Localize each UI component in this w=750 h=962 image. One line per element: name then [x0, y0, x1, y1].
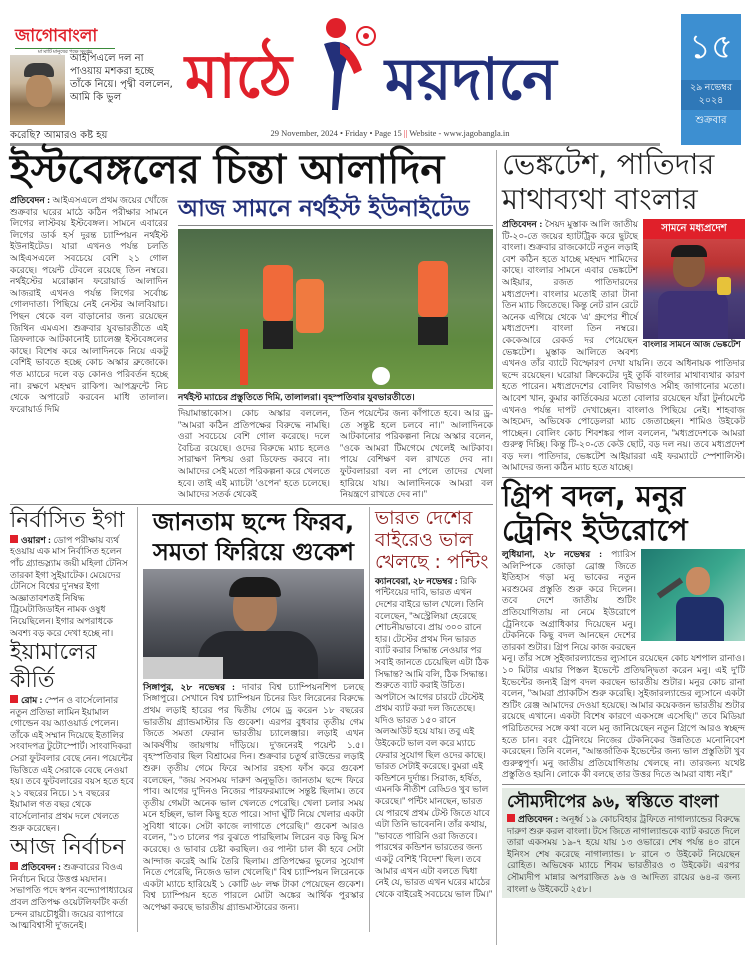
footballer-logo-icon — [310, 14, 380, 114]
manu-photo — [641, 549, 745, 641]
ponting-headline[interactable]: ভারত দেশের বাইরেও ভাল খেলছে : পন্টিং — [375, 506, 489, 573]
ponting-column — [370, 507, 493, 932]
publisher-logo: জাগোবাংলা মা মাটি মানুষের পক্ষে সংবাদ — [15, 26, 115, 57]
column-divider — [496, 150, 497, 945]
main-area — [10, 147, 493, 932]
issue-box — [681, 14, 741, 145]
bengal-text: সামনে মধ্যপ্রদেশ বাংলার সামনে আজ ভেঙ্কটেশ প্রতিবেদন : সৈয়দ মুস্তাক আলি জাতীয় টি-২০-তে জয়ের হ্যাটট্রিক করে ছুটছে বাংলা। শুক্রবার রাজকোটে নতুন লড়াই বেশ কঠিন হতে যাচ্ছে মহম্মদ শামিদের কাছে। বাংলার সামনে এবার ভেঙ্কটেশ আইয়ার, রজত পাতিদারদের মধ্যপ্রদেশ। বাংলার মতোই তারা টানা তিন ম্যাচ জিতেছে। কিন্তু নেট রান রেটে অনেক এগিয়ে থেকে 'এ' গ্রুপের শীর্ষে মধ্যপ্রদেশ। বাংলা তিন নম্বরে। কেকেআরে রেকর্ড দর পেয়েছেন ভেঙ্কটেশ। মুস্তাক আলিতে অবশ্য এখনও তাঁর ব্যাটে বিস্ফোরণ দেখা যায়নি। তবে অধিনায়ক পাতিদার ছন্দে রয়েছেন। ঘরোয়া ক্রিকেটের দুই তুর্কি বাংলার মাথাব্যথার কারণ হতে পারেন। মধ্যপ্রদেশের বোলিং বিভাগও সমীহ জাগানোর মতো। আবেশ খান, কুমার কার্তিকেয়র মতো বোলার রয়েছেন যাঁরা টুর্নামেন্টে এখনও পর্যন্ত দাপট দেখাচ্ছেন। বাংলাও পিছিয়ে নেই। শাহবাজ আহমেদ, অভিষেক পোড়েলরা ম্যাচ জেতাচ্ছেন। শামিও উইকেট পাচ্ছেন। বোলিং কোচ শিবশঙ্কর পাল বললেন, ''মধ্যপ্রদেশকে আমরা গুরুত্ব দিচ্ছি। কিন্তু টি-২০-তে কেউ ছোট, বড় দল নয়। তবে মধ্যপ্রদেশ বড় দল। পাতিদার, ভেঙ্কটেশ আইয়াররা এই ফরম্যাটে স্পেশালিস্ট। আমাদের জন্য কঠিন ম্যাচ হতে যাচ্ছে। — [502, 219, 745, 473]
gukesh-photo — [143, 569, 364, 679]
prithvi-photo — [10, 55, 65, 125]
header-rule — [10, 143, 660, 146]
teaser-text[interactable]: আইপিএলে দল না পাওয়ায় মশকরা হচ্ছে তাঁকে নিয়ে। পৃথ্বী বললেন, আমি কি ভুল — [70, 53, 173, 103]
bengal-headline[interactable]: ভেঙ্কটেশ, পাতিদার মাথাব্যথা বাংলার — [502, 147, 715, 216]
lead-col3: তিন পয়েন্টের জন্য কাঁপাতে হবে। আর ড্র-তে সন্তুষ্ট হলে চলবে না।'' আলাদিনকে আটকানোর পরিকল্পনা নিয়ে অস্কার বলেন, ''ওকে আমরা টিমগেমে খেলেই আটকাব। পায়ে বেশিক্ষণ বল রাখতে দেব না। ফুটবলাররা বল না পেলে তাদের খেলা হারিয়ে যায়। আলাদিনকে আমরা বল নিয়ন্ত্রণে রাখতে দেব না।'' — [340, 408, 493, 500]
dateline-bar: 29 November, 2024 • Friday • Page 15 || Website - www.jagobangla.in — [270, 128, 510, 138]
brief-headline[interactable]: নির্বাসিত ইগা — [10, 507, 125, 533]
lower-grid — [10, 507, 493, 932]
issue-date: ২৯ নভেম্বর ২০২৪ — [681, 80, 741, 110]
bullet-icon — [10, 862, 18, 870]
lead-col2: দিয়ামান্তাকোস। কোচ অস্কার বললেন, ''আমরা কঠিন প্রতিপক্ষের বিরুদ্ধে নামছি। ওরা সবচেয়ে বেশি গোল করেছে। দলে বৈচিত্র রয়েছে। ওদের বিরুদ্ধে ম্যাচ হলেও সারাক্ষণ নিশ্চয় ওরা ডিফেন্ড করবে না। আমাদের সেই মতো পরিকল্পনা করে খেলতে হবে। তাই এই ম্যাচটা 'ওপেন' হতে চলেছে। আমাদের সতর্ক থেকেই — [178, 408, 330, 500]
lead-photo-caption: নর্থইস্ট ম্যাচের প্রস্তুতিতে দিমি, তালালরা। বৃহস্পতিবার যুবভারতীতে। — [178, 392, 415, 402]
bullet-icon — [507, 814, 515, 822]
bullet-icon — [10, 535, 18, 543]
lead-photo — [178, 229, 493, 389]
manu-text: লুধিয়ানা, ২৮ নভেম্বর : প্যারিস অলিম্পিকে জোড়া ব্রোঞ্জ জিতে ইতিহাস গড়া মনু ভাকের নতুন মরশুমের প্রস্তুতি শুরু করে দিলেন। তবে দেশে জাতীয় শুটিং প্রতিযোগিতায় না নেমে ইউরোপে ট্রেনিংকে অগ্রাধিকার দিয়েছেন মনু। টেকনিকে কিছু বদল আনছেন দেশের তারকা শুটার। গ্রিপ নিয়ে কাজ করছেন মনু। তাঁর সঙ্গে সুইজারল্যান্ডের ল্যুসানে রয়েছেন কোচ যশপাল রানাও। ১০ মিটার এয়ার পিস্তল ইভেন্টে প্রতিদ্বন্দ্বিতা করেন মনু। এই দু'টি ইভেন্টের জন্যই গ্রিপ বদল করছেন ভারতীয় শুটার। মনুর কোচ রানা বলেন, ''আমরা প্র্যাকটিস শুরু করেছি। সুইজারল্যান্ডের ল্যুসানে একটা শুটিং রেঞ্জ আমাদের দেওয়া হয়েছে। আমার কয়েকজন ভারতীয় শুটার রয়েছে এখানে। একটা বিশেষ কারণে একসঙ্গে এসেছি।'' তবে মিডিয়া পরিচিতদের সঙ্গে কথা বলে মনু জানিয়েছেন নতুন গ্রিপে আরও স্বচ্ছন্দ হতে চান। বরং ট্রেনিংয়ে নিজের টেকনিকের উন্নতিতে মনোনিবেশ করেছেন। তিনি বলেন, ''আন্তর্জাতিক ইভেন্টের জন্য ভাল প্রস্তুতিটা খুব গুরুত্বপূর্ণ। মনু জাতীয় প্রতিযোগিতায় খেলছে না। তারজন্য যথেষ্ট প্রস্তুতিও হয়নি। লোকে কী বলছে তার উত্তর দিতে আমরা বাধ্য নই।'' — [502, 549, 745, 780]
brief-headline[interactable]: আজ নির্বাচন — [10, 835, 126, 861]
website-link[interactable]: Website - www.jagobangla.in — [409, 128, 510, 138]
subhead-rule — [178, 225, 493, 226]
venkatesh-figure — [643, 219, 745, 350]
masthead: মাঠে ময়দানে — [185, 14, 595, 124]
ponting-text: ক্যানবেরা, ২৮ নভেম্বর : রিকি পন্টিংয়ের দাবি, ভারত এখন দেশের বাইরে ভাল খেলে। তিনি বলেছেন, ''অস্ট্রেলিয়া হেরেছে শোচনীয়ভাবে। প্রায় ৩০০ রানে হার। টেস্টের প্রথম দিন ভারত ব্যাট করার সিদ্ধান্ত নেওয়ার পর সবাই জানতে চেয়েছিল এটা ঠিক সিদ্ধান্ত? আমি বলি, ঠিক সিদ্ধান্ত। শুরুতে ব্যাট করাই উচিত। অপটাসে আগের চারটে টেস্টেই প্রথম ব্যাট করা দল জিতেছে। যদিও ভারত ১৫০ রানে অলআউট হয়ে যায়। তবু এই উইকেটে ভাল বল করে ম্যাচে ফেরার সুযোগ ছিল ওদের কাছে। ভারত সেটাই করেছে। বুমরা এই কন্ডিশনে দুর্দান্ত। সিরাজ, হর্ষিত, এমনকি নীতীশ রেড্ডিও খুব ভাল করেছে।'' পন্টিং মানছেন, ভারত যে পারথে প্রথম টেস্ট জিতে যাবে এটা তিনি ভাবেননি। তাঁর কথায়, ''ভাবতে পারিনি ওরা জিতবে। পারথের কন্ডিশন ভারতের জন্য একটু বেশিই 'বিদেশ' ছিল। তবে আমার এখন এটা বলতে দ্বিধা নেই যে, ভারত এখন ঘরের মাঠের থেকে বাইরেই সবচেয়ে ভাল টিম।'' — [375, 575, 493, 899]
page-number: ১৫ — [688, 27, 734, 67]
lead-grid — [10, 195, 493, 501]
venkatesh-photo — [643, 239, 745, 339]
venkatesh-photo-label: সামনে মধ্যপ্রদেশ — [643, 219, 745, 239]
teaser-text-end[interactable]: করেছি? আমারও কষ্ট হয় — [10, 130, 108, 141]
venkatesh-caption: বাংলার সামনে আজ ভেঙ্কটেশ — [643, 339, 741, 349]
brief-headline[interactable]: ইয়ামালের কীর্তি — [10, 640, 97, 694]
briefs-column: নির্বাসিত ইগা ওয়ারশ : ডোপ পরীক্ষায় ব্যর্থ হওয়ায় এক মাস নির্বাসিত হলেন পাঁচ গ্র্যান্ডস্ল্যাম জয়ী মহিলা টেনিস তারকা ইগা সুইয়াটেক। মেয়েদের টেনিসে বিশ্বের দু'নম্বর ইগা অজ্ঞাতাবশতই নিষিদ্ধ ট্রিমেটাজিডাইন নামক ওষুধ নিয়েছিলেন। ইগার অপরাধকে অবশ্য বড় করে দেখা হচ্ছে না। ইয়ামালের কীর্তি রোম : স্পেন ও বার্সেলোনার নতুন প্রতিভা লামিন ইয়ামাল গোল্ডেন বয় অ্যাওয়ার্ড পেলেন। তাঁকে এই সম্মান দিয়েছে ইতালির সংবাদপত্র টুটোস্পোর্ট। সাংবাদিকরা সেরা ফুটবলার বেছে নেন। পয়েন্টের ভিত্তিতে এই সেরাকে বেছে নেওয়া হয়। তবে ফুটবলারের বয়স হতে হবে ২১ বছরের নিচে। ১৭ বছরের ইয়ামাল গত বছর থেকে বার্সেলোনার প্রথম দলে খেলতে শুরু করেছেন। আজ নির্বাচন প্রতিবেদন : শুক্রবারের বিওএ নির্বাচন ঘিরে উত্তপ্ত ময়দান। সভাপতি পদে স্বপন বন্দ্যোপাধ্যায়ের প্রবল প্রতিপক্ষ ওয়েটলিফটিং কর্তা চন্দন রায়চৌধুরী। জয়ের ব্যাপারে আত্মবিশ্বাসী দু'জনেই। — [10, 507, 138, 932]
cooch-behar-box: সৌম্যদীপের ৯৬, স্বস্তিতে বাংলা প্রতিবেদন : অনূর্ধ্ব ১৯ কোচবিহার ট্রফিতে নাগাল্যান্ডের বিরুদ্ধে দারুণ শুরু করল বাংলা। টসে জিতে নাগাল্যান্ডকে ব্যাট করতে দিলে তারা একসময় ১৯-৭ হয়ে যায় ১৩ ওভারে। শেষ পর্যন্ত ৪০ রানে ইনিংস শেষ করেছে নাগাল্যান্ড। ৮ রানে ৩ উইকেট নিয়েছেন রোহিত। অভিষেক ম্যাচে শিবম ভারতীরও ৩ উইকেট। এরপর সৌম্যদীপ মান্নার অপরাজিত ৯৬ ও আদিত্য রায়ের ৬৪-র জন্য বাংলা ৬ উইকেটে ২৫৮। — [502, 788, 745, 898]
lead-headline[interactable]: ইস্টবেঙ্গলের চিন্তা আলাদিন — [10, 147, 445, 193]
lead-bottom-rule — [10, 504, 493, 505]
issue-day: শুক্রবার — [695, 115, 727, 126]
gukesh-text: সিঙ্গাপুর, ২৮ নভেম্বর : দাবার বিশ্ব চ্যাম্পিয়নশিপ চলছে সিঙ্গাপুরে। সেখানে বিশ্ব চ্যাম্পিয়ন চিনের ডিং লিরেনের বিরুদ্ধে প্রথম লড়াই হারের পর দ্বিতীয় গেমে ড্র করেন ১৮ বছরের ভারতীয় গ্র্যান্ডমাস্টার ডি গুকেশ। এরপর বুধবার তৃতীয় গেম জিতে সমতা ফেরান ভারতীয় চ্যালেঞ্জার। লড়াই এখন আকর্ষণীয় জায়গায় দাঁড়িয়ে। দু'জনেরই পয়েন্ট ১.৫। বৃহস্পতিবার ছিল বিশ্রামের দিন। শুক্রবার চতুর্থ রাউন্ডের লড়াই শুরু। তৃতীয় গেমে ফিরে আসার রহস্য ফাঁস করে গুকেশ বলেছেন, ''জয় সবসময় দারুণ অনুভূতি। জানতাম ছন্দে ফিরে পাব। আগের দু'দিনও নিজের পারফরম্যান্সে সন্তুষ্ট ছিলাম। তবে তৃতীয় গেমটা অনেক ভাল খেলতে পেরেছি। খেলা চলার সময় মনে হচ্ছিল, ভাল কিছু হতে পারে। সাদা ঘুঁটি নিয়ে খেলার একটা সুবিধা থাকে। সেটা কাজে লাগাতে পেরেছি।'' গুকেশ আরও বলেন, ''১৩ চালের পর বুঝতে পারছিলাম লিরেন বড় কিছু মিস করেছে। ও ভাবার চেষ্টা করছিল। ওর পাল্টা চাল কী হবে সেটা আন্দাজ করেই আমি তৈরি ছিলাম। প্রতিপক্ষের ভুলের সুযোগ নিতে পেরেছি, নিজেও ভাল খেলেছি।'' বিশ্ব চ্যাম্পিয়ন লিরেনকে একটা ম্যাচে হারিয়েই ১ কোটি ৬৮ লক্ষ টাকা পেয়েছেন গুকেশ। বিশ্ব চ্যাম্পিয়ন হতে পারলে মোটা অঙ্কের আর্থিক পুরস্কার অপেক্ষা করছে ভারতীয় গ্র্যান্ডমাস্টারের জন্য। — [143, 681, 365, 913]
gukesh-column — [138, 507, 370, 932]
cooch-behar-headline[interactable]: সৌম্যদীপের ৯৬, স্বস্তিতে বাংলা — [507, 791, 719, 812]
bengal-text2: অধিনায়ক পাতিদার ছন্দে রয়েছেন। ঘরোয়া ক্রিকেটের দুই তুর্কি বাংলার মাথাব্যথার কারণ হতে পারেন। মধ্যপ্রদেশের বোলিং বিভাগও সমীহ জাগানোর মতো। আবেশ খান, কুমার কার্তিকেয়র মতো বোলার রয়েছেন যাঁরা টুর্নামেন্টে এখনও পর্যন্ত দাপট দেখাচ্ছেন। বাংলাও পিছিয়ে নেই। শাহবাজ আহমেদ, অভিষেক পোড়েলরা ম্যাচ জেতাচ্ছেন। শামিও উইকেট পাচ্ছেন। বোলিং কোচ শিবশঙ্কর পাল বললেন, ''মধ্যপ্রদেশকে আমরা গুরুত্ব দিচ্ছি। কিন্তু টি-২০-তে কেউ ছোট, বড় দল নয়। তবে মধ্যপ্রদেশ বড় দল। পাতিদার, ভেঙ্কটেশ আইয়াররা এই ফরম্যাটে স্পেশালিস্ট। আমাদের জন্য কঠিন ম্যাচ হতে যাচ্ছে। — [502, 358, 745, 473]
bengal-text1: সৈয়দ মুস্তাক আলি জাতীয় টি-২০-তে জয়ের হ্যাটট্রিক করে ছুটছে বাংলা। শুক্রবার রাজকোটে নতুন লড়াই বেশ কঠিন হতে যাচ্ছে মহম্মদ শামিদের কাছে। বাংলার সামনে এবার ভেঙ্কটেশ আইয়ার, রজত পাতিদারদের মধ্যপ্রদেশ। বাংলার মতোই তারা টানা তিন ম্যাচ জিতেছে। কিন্তু নেট রান রেটে অনেক এগিয়ে থেকে 'এ' গ্রুপের শীর্ষে মধ্যপ্রদেশ। বাংলা তিন নম্বরে। কেকেআরে রেকর্ড দর পেয়েছেন ভেঙ্কটেশ। মুস্তাক আলিতে অবশ্য এখনও তাঁর ব্যাটে বিস্ফোরণ দেখা যায়নি। তবে — [502, 219, 673, 369]
lead-subheadline: আজ সামনে নর্থইস্ট ইউনাইটেড — [178, 196, 470, 222]
lead-right — [178, 195, 493, 501]
manu-headline[interactable]: গ্রিপ বদল, মনুর ট্রেনিং ইউরোপে — [502, 479, 688, 548]
gukesh-headline[interactable]: জানতাম ছন্দে ফিরব, সমতা ফিরিয়ে গুকেশ — [152, 507, 355, 566]
lead-col1: প্রতিবেদন : আইএসএলে প্রথম জয়ের খোঁজে শুক্রবার ঘরের মাঠে কঠিন পরীক্ষার সামনে লিগের লাস্টবয় ইস্টবেঙ্গল। সামনে এবারের লিগের ডার্ক হর্স দুরন্ত চ্যাম্পিয়ন নর্থইস্ট ইউনাইটেড। যারা এখনও পর্যন্ত চলতি আইএসএলে সবচেয়ে বেশি ২১ গোল করেছে। পয়েন্ট টেবলে রয়েছে তিন নম্বরে। নর্থইস্টের মরোক্কান ফরোয়ার্ড আলাদিন আজরাই এখনও পর্যন্ত লিগের সর্বোচ্চ গোলদাতা। পিছিয়ে নেই নেস্টর আলবিয়াচ। পিছন থেকে বল বাড়ানোর জন্য রয়েছেন জিথিন এমএস। শুক্রবার যুবভারতীতে এই ত্রিফলাকে আটকানোই চ্যালেঞ্জ ইস্টবেঙ্গলের কাছে। বিশেষ করে আলাদিনকে নিয়ে একটু বেশিই ভাবতে হচ্ছে কোচ অস্কার ব্রুজোকে। গত ম্যাচের দলে বড় কোনও পরিবর্তন হচ্ছে না। রক্ষণে মহম্মদ রাকিপ। আপফ্রন্টে নিচ থেকে অপারেট করবেন মাধি তালাল। ফরোয়ার্ড দিমি — [10, 195, 168, 414]
right-column — [502, 147, 745, 898]
bullet-icon — [10, 695, 18, 703]
